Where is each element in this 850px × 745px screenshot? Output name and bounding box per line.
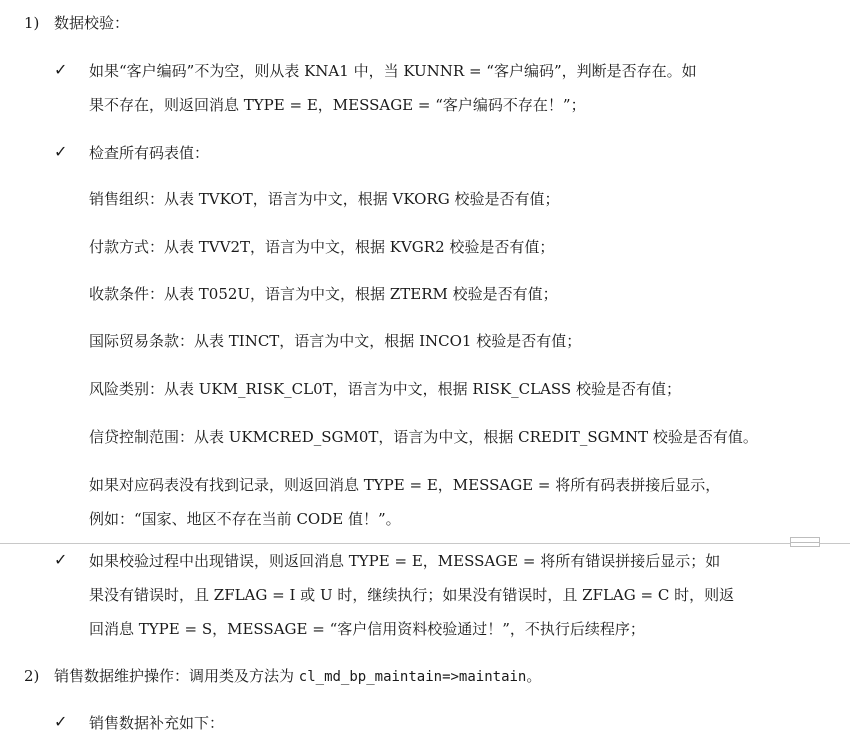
code-table-note-line: 例如：“国家、地区不存在当前 CODE 值！”。 (89, 510, 401, 528)
code-table-item: 国际贸易条款：从表 TINCT，语言为中文，根据 INCO1 校验是否有值； (89, 332, 582, 350)
section-title-sales-maintain (54, 666, 541, 687)
code-table-item: 付款方式：从表 TVV2T，语言为中文，根据 KVGR2 校验是否有值； (89, 238, 555, 256)
bullet-title-code-tables: 检查所有码表值： (89, 144, 210, 162)
bullet-text-line: 果没有错误时，且 ZFLAG = I 或 U 时，继续执行；如果没有错误时，且 ZFLAG = C 时，则返 (89, 586, 735, 604)
section-title-prefix: 销售数据维护操作：调用类及方法为 (54, 667, 299, 685)
bullet-text-line: 果不存在，则返回消息 TYPE = E，MESSAGE = “客户编码不存在！”； (89, 96, 586, 114)
code-table-item: 风险类别：从表 UKM_RISK_CL0T，语言为中文，根据 RISK_CLASS 校验是否有值； (89, 380, 681, 398)
page-break-divider (0, 543, 850, 544)
bullet-text-line: 如果“客户编码”不为空，则从表 KNA1 中，当 KUNNR = “客户编码”，判断是否存在。如 (89, 62, 697, 80)
section-title-data-validation: 数据校验： (54, 14, 130, 32)
section-number-1: 1) (24, 14, 40, 32)
code-table-note-line: 如果对应码表没有找到记录，则返回消息 TYPE = E，MESSAGE = 将所有码表拼接后显示， (89, 476, 721, 494)
check-icon: ✓ (54, 142, 68, 161)
method-name: cl_md_bp_maintain=>maintain (298, 669, 527, 685)
page-break-marker (790, 537, 820, 547)
check-icon: ✓ (54, 60, 68, 79)
code-table-item: 销售组织：从表 TVKOT，语言为中文，根据 VKORG 校验是否有值； (89, 190, 560, 208)
section-title-suffix: 。 (526, 667, 542, 685)
check-icon: ✓ (54, 712, 68, 731)
bullet-text-line: 如果校验过程中出现错误，则返回消息 TYPE = E，MESSAGE = 将所有错误拼接后显示；如 (89, 552, 721, 570)
bullet-text-line: 回消息 TYPE = S，MESSAGE = “客户信用资料校验通过！”，不执行后续程序； (89, 620, 645, 638)
bullet-title-sales-data: 销售数据补充如下： (89, 714, 225, 732)
check-icon: ✓ (54, 550, 68, 569)
section-number-2: 2) (24, 667, 40, 685)
code-table-item: 信贷控制范围：从表 UKMCRED_SGM0T，语言为中文，根据 CREDIT_SGMNT 校验是否有值。 (89, 428, 758, 446)
code-table-item: 收款条件：从表 T052U，语言为中文，根据 ZTERM 校验是否有值； (89, 285, 558, 303)
